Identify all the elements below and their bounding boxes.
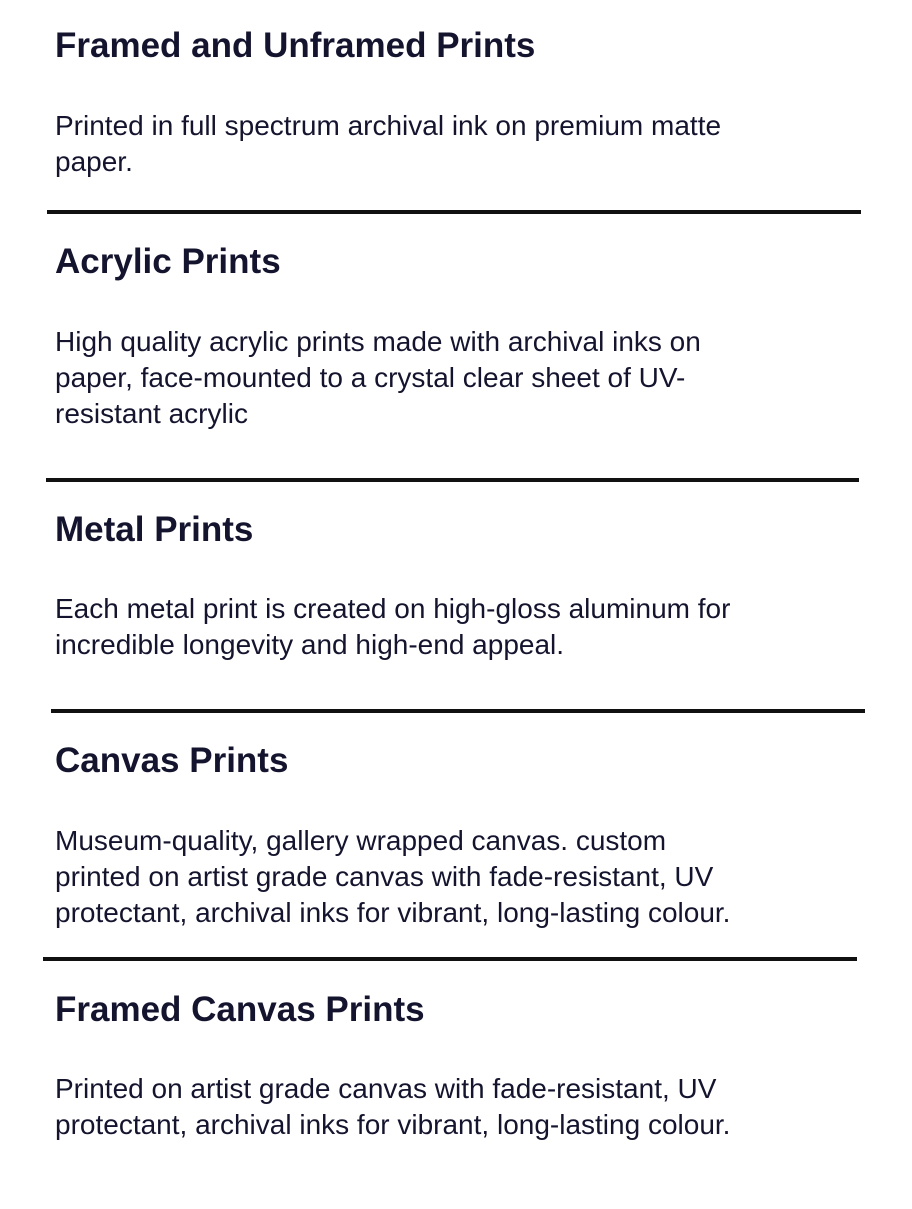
section-title: Framed Canvas Prints [55,990,425,1029]
section-divider [43,957,857,961]
description-line: protectant, archival inks for vibrant, long-lasting colour. [55,897,731,928]
section-title: Metal Prints [55,510,254,549]
description-line: Printed on artist grade canvas with fade-resistant, UV [55,1073,717,1104]
description-line: High quality acrylic prints made with archival inks on [55,326,701,357]
description-line: Museum-quality, gallery wrapped canvas. custom [55,825,667,856]
description-line: paper. [55,146,133,177]
section-description [55,1071,815,1143]
description-line: Each metal print is created on high-gloss aluminum for [55,593,731,624]
section-description [55,591,815,663]
description-line: paper, face-mounted to a crystal clear sheet of UV- [55,362,686,393]
section-description [55,324,815,432]
description-line: printed on artist grade canvas with fade-resistant, UV [55,861,714,892]
section-divider [47,210,861,214]
section-description [55,108,815,180]
description-line: resistant acrylic [55,398,248,429]
section-description [55,823,815,931]
description-line: Printed in full spectrum archival ink on premium matte [55,110,722,141]
description-line: protectant, archival inks for vibrant, long-lasting colour. [55,1109,731,1140]
section-title: Canvas Prints [55,741,289,780]
section-title: Framed and Unframed Prints [55,26,536,65]
section-divider [51,709,865,713]
description-line: incredible longevity and high-end appeal. [55,629,565,660]
section-title: Acrylic Prints [55,242,281,281]
section-divider [46,478,859,482]
